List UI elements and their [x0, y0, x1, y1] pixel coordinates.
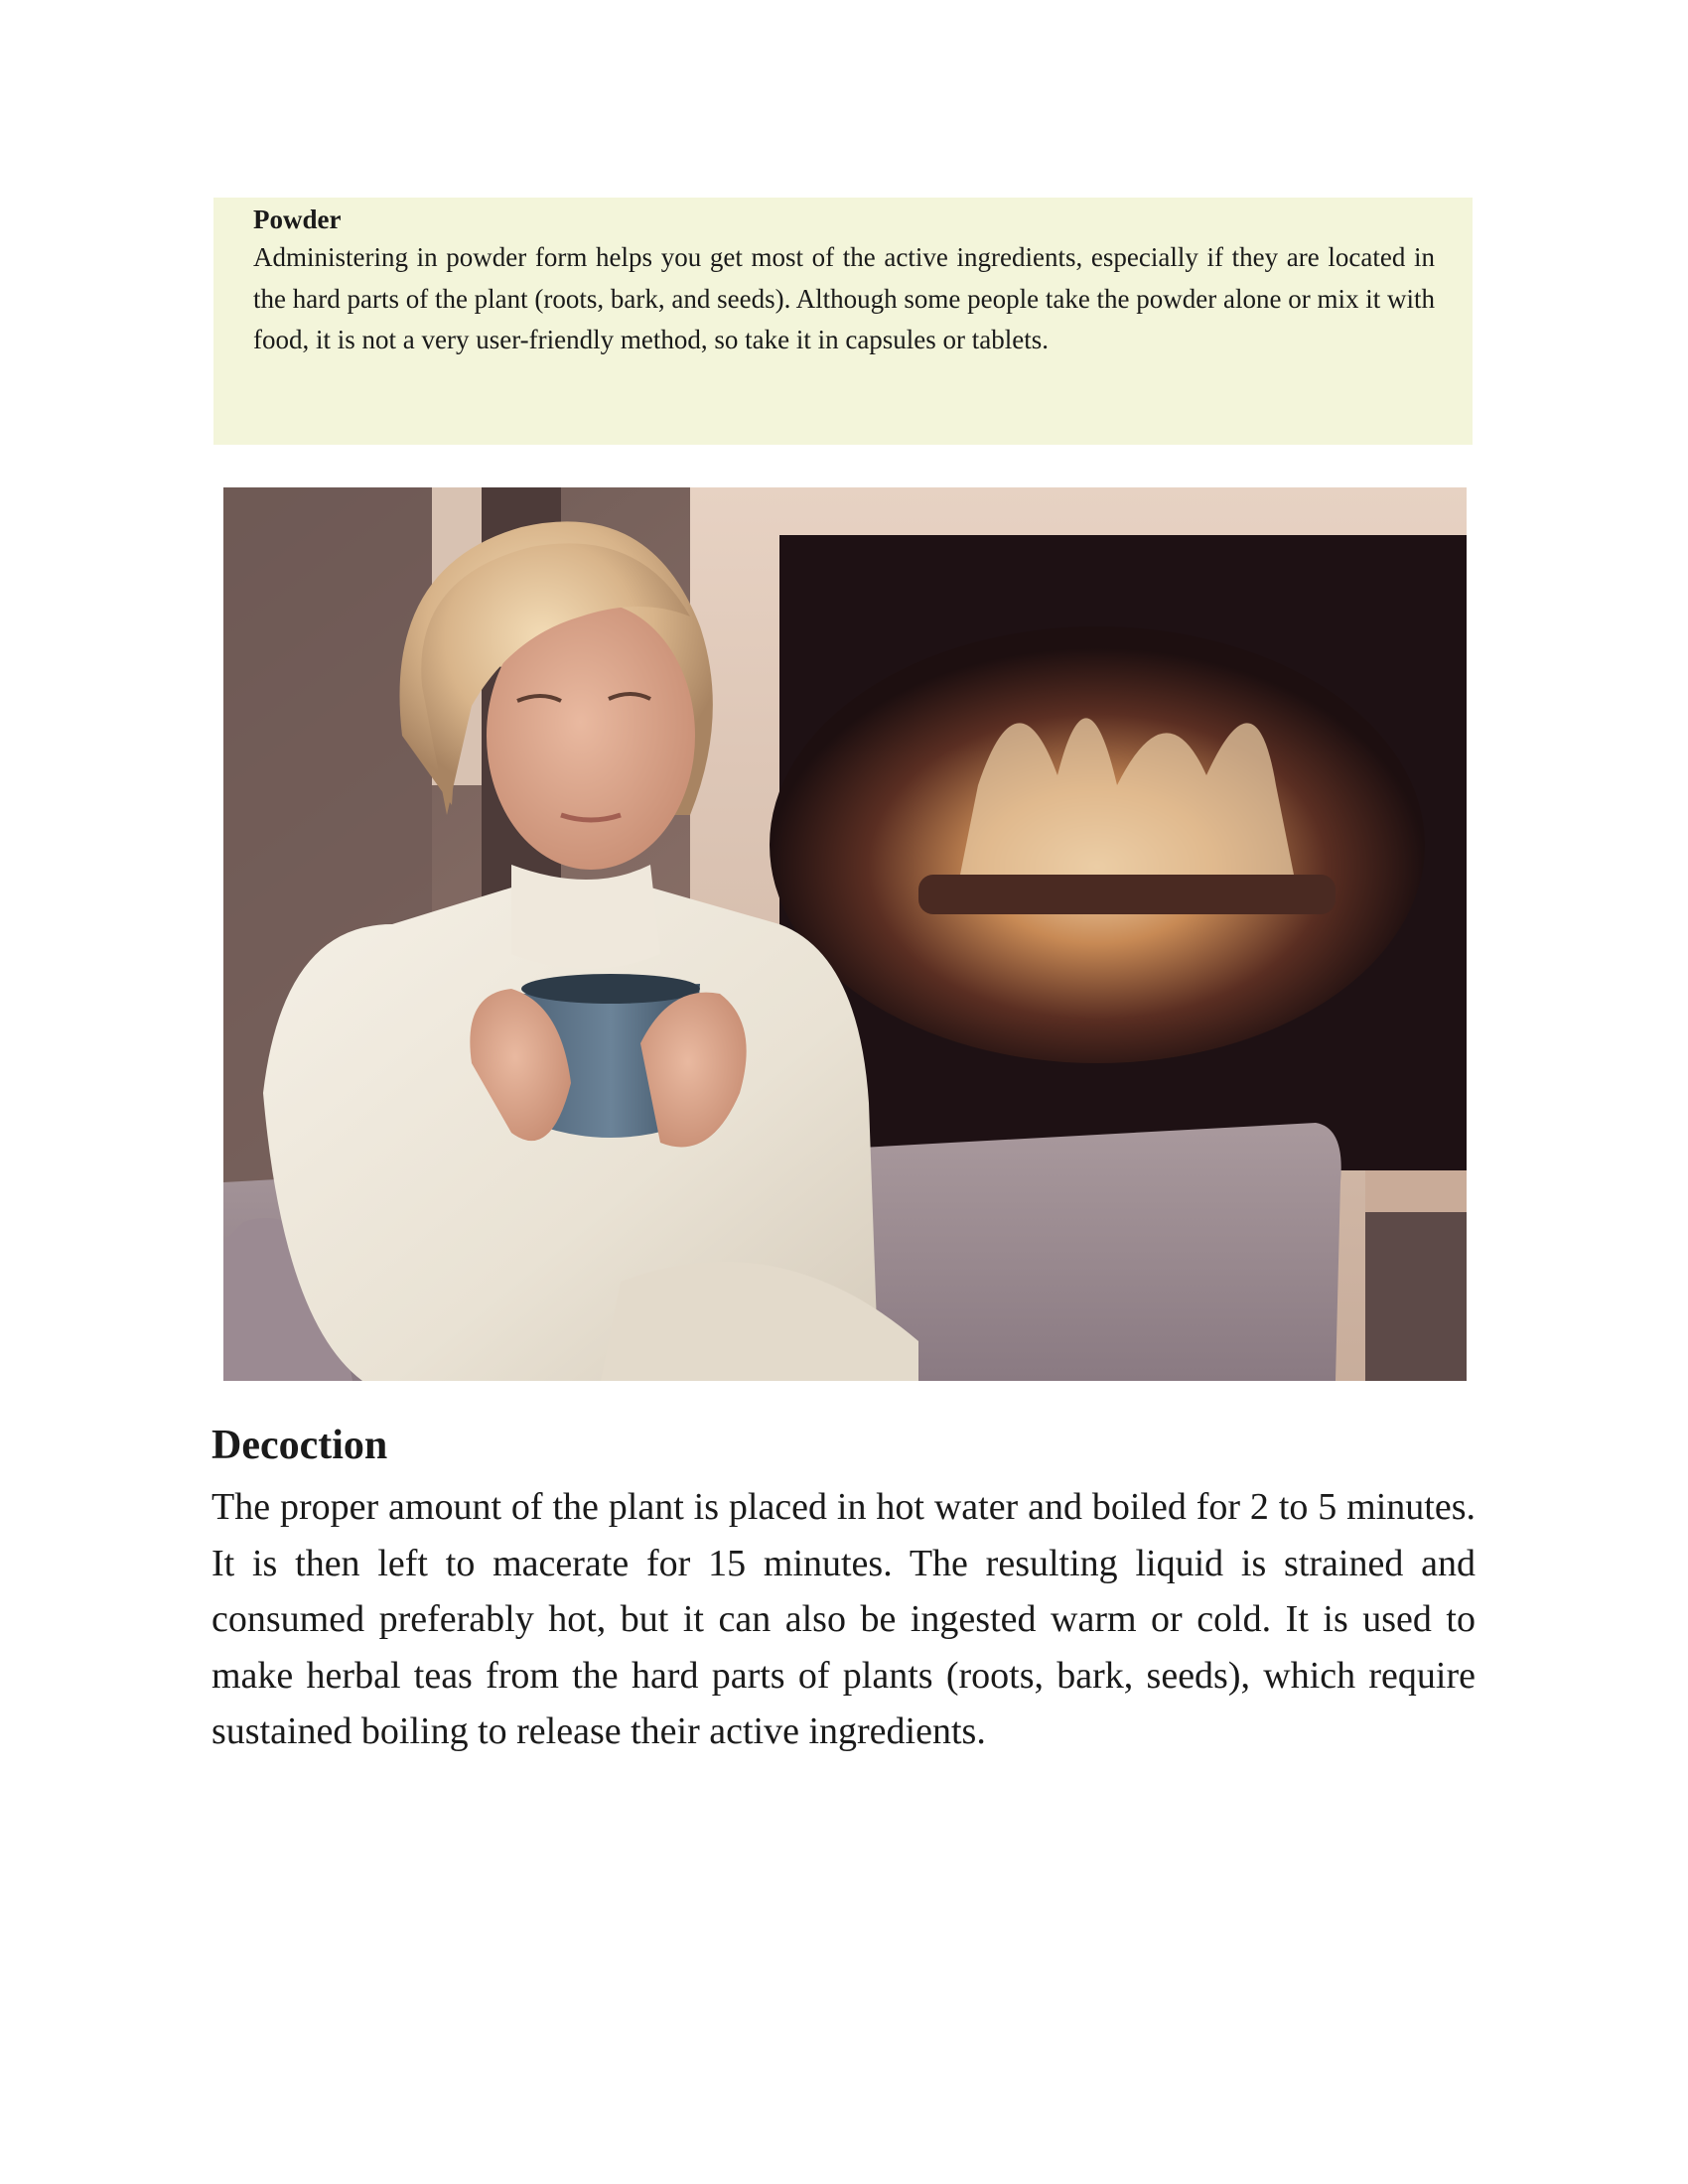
woman-with-mug-photo — [223, 487, 1467, 1381]
sidebar-title: Powder — [253, 205, 342, 234]
section-body-text: The proper amount of the plant is placed in hot water and boiled for 2 to 5 minutes. It is then left to macerate for 15 minutes. The resulting liquid is strained and consumed preferably hot, but it can also be ingested warm or cold. It is used to make herbal teas from the hard parts of plants (roots, bark, seeds), which require sustained boiling to release their active ingredients. — [211, 1486, 1476, 1752]
section-heading: Decoction — [211, 1423, 388, 1468]
sidebar-text: Administering in powder form helps you get most of the active ingredients, especially if they are located in the hard parts of the plant (roots, bark, and seeds). Although some people take the powder alone or mix it with food, it is not a very user-friendly method, so take it in capsules or tablets. — [253, 242, 1435, 354]
powder-sidebar-box — [213, 198, 1473, 445]
